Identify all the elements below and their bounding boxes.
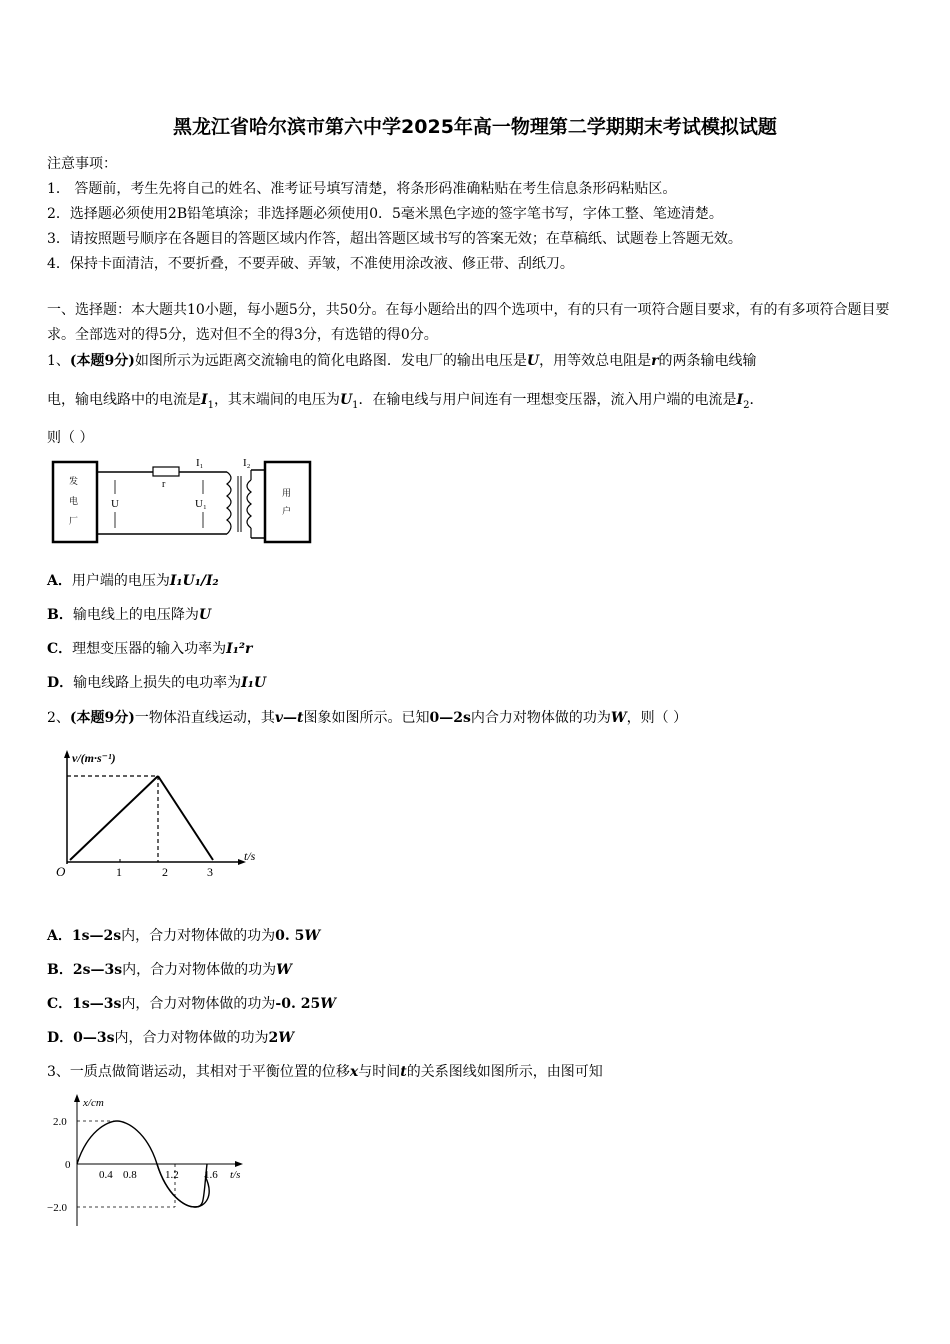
q2-option: C．1s—3s内，合力对物体做的功为-0. 25W: [47, 996, 336, 1012]
q1-option: A．用户端的电压为I₁U₁/I₂: [47, 573, 219, 589]
current-I1-label: I₁: [196, 457, 204, 469]
user-box: [265, 462, 310, 542]
y-tick-label: −2.0: [47, 1202, 67, 1214]
y-tick-label: 0: [65, 1159, 71, 1171]
x-tick-label: 0.8: [123, 1169, 137, 1181]
secondary-coil: [247, 480, 251, 528]
q1-tag: (本题9分): [69, 353, 135, 369]
q1-number: 1、: [47, 353, 70, 369]
x-tick-label: 3: [207, 865, 213, 879]
q2-number: 2、: [47, 710, 70, 726]
x-axis-label: t/s: [244, 849, 256, 863]
section1-intro: 一、选择题：本大题共10小题，每小题5分，共50分。在每小题给出的四个选项中，有的只有一项符合题目要求，有的有多项符合题目要求。全部选对的得5分，选对但不全的得3分，有选错的得0分。: [47, 302, 890, 343]
x-tick-label: 1.2: [165, 1169, 179, 1181]
notice-item: 2．选择题必须使用2B铅笔填涂；非选择题必须使用0．5毫米黑色字迹的签字笔书写，字体工整、笔迹清楚。: [47, 206, 723, 222]
primary-coil: [227, 472, 231, 534]
q3-line1: 3、一质点做简谐运动，其相对于平衡位置的位移x与时间t的关系图线如图所示，由图可知: [47, 1064, 603, 1080]
x-tick-label: 0.4: [99, 1169, 113, 1181]
q3-number: 3、: [47, 1064, 70, 1080]
q2-option: B．2s—3s内，合力对物体做的功为W: [47, 962, 292, 978]
x-tick-label: 2: [162, 865, 168, 879]
q1-option: B．输电线上的电压降为U: [47, 607, 212, 623]
q1-line2: 电，输电线路中的电流是$I_1$，其末端间的电压为$U_1$．在输电线与用户间连有一理想变压器，流入用户端的电流是$I_2$．: [47, 392, 764, 411]
resistor-label: r: [162, 479, 166, 490]
q3-sine-graph: [45, 1090, 265, 1230]
q2-tag: (本题9分): [69, 710, 135, 726]
q1-line1: 1、(本题9分)如图所示为远距离交流输电的简化电路图．发电厂的输出电压是U，用等效总电阻是r的两条输电线输: [47, 353, 757, 369]
voltage-U-label: U: [111, 498, 119, 510]
x-axis-label: t/s: [230, 1169, 241, 1181]
plant-label: 发: [69, 476, 79, 486]
x-tick-label: 1: [116, 865, 122, 879]
current-I2-label: I₂: [243, 457, 251, 469]
origin-label: O: [56, 864, 66, 879]
y-axis-label: v/(m·s⁻¹): [72, 751, 116, 765]
y-tick-label: 2.0: [53, 1116, 67, 1128]
q2-vt-graph: [50, 742, 270, 882]
q2-option: A．1s—2s内，合力对物体做的功为0. 5W: [47, 928, 321, 944]
user-label: 户: [282, 506, 292, 516]
q1-circuit-figure: [45, 452, 320, 547]
notice-item: 1． 答题前，考生先将自己的姓名、准考证号填写清楚，将条形码准确粘贴在考生信息条形码粘贴区。: [47, 181, 677, 197]
q2-option: D．0—3s内，合力对物体做的功为2W: [47, 1030, 294, 1046]
plant-label: 电: [69, 496, 79, 506]
page-title: 黑龙江省哈尔滨市第六中学2025年高一物理第二学期期末考试模拟试题: [173, 116, 777, 138]
y-axis-label: x/cm: [83, 1097, 104, 1109]
notice-heading: 注意事项：: [47, 156, 117, 172]
user-label: 用: [282, 488, 292, 498]
velocity-line: [158, 776, 213, 860]
velocity-line: [70, 776, 158, 860]
notice-item: 3．请按照题号顺序在各题目的答题区域内作答，超出答题区域书写的答案无效；在草稿纸、试题卷上答题无效。: [47, 231, 742, 247]
q1-line3: 则（ ）: [47, 430, 94, 446]
q1-option: C．理想变压器的输入功率为I₁²r: [47, 641, 253, 657]
voltage-U1-label: U₁: [195, 498, 207, 510]
q1-option: D．输电线路上损失的电功率为I₁U: [47, 675, 267, 691]
resistor: [153, 467, 179, 476]
q2-line1: 2、(本题9分)一物体沿直线运动，其v—t图象如图所示。已知0—2s内合力对物体做的功为W，则（ ）: [47, 710, 688, 726]
x-tick-label: 1.6: [204, 1169, 218, 1181]
notice-item: 4．保持卡面清洁，不要折叠，不要弄破、弄皱，不准使用涂改液、修正带、刮纸刀。: [47, 256, 574, 272]
plant-label: 厂: [69, 516, 79, 526]
